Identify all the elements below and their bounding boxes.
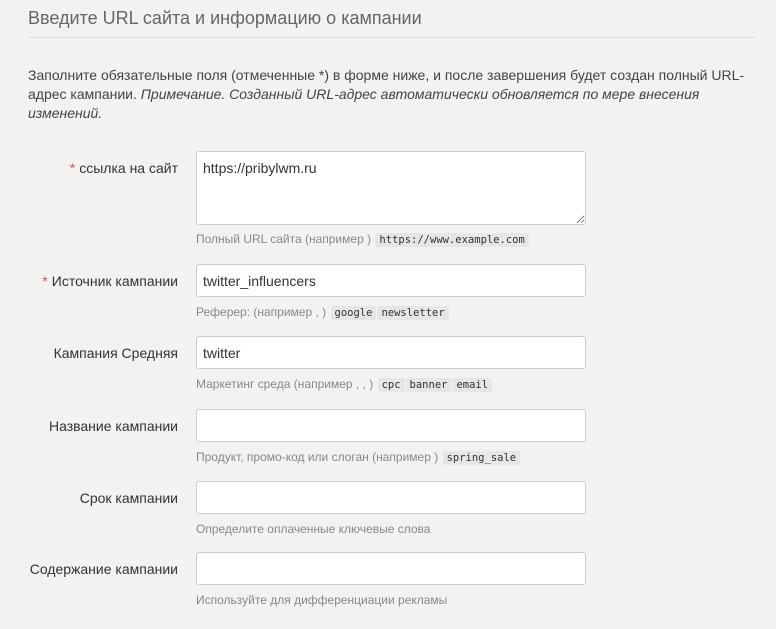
- website-url-help: Полный URL сайта (например ) https://www.example.com: [196, 231, 529, 248]
- section-title: Введите URL сайта и информацию о кампании: [28, 8, 422, 28]
- website-url-input[interactable]: [196, 151, 586, 225]
- campaign-medium-help: Маркетинг среда (например , , ) cpc banner email: [196, 376, 492, 393]
- campaign-source-label: * Источник кампании: [42, 273, 178, 289]
- campaign-content-help: Используйте для дифференциации рекламы: [196, 593, 448, 607]
- example-code: email: [452, 378, 492, 392]
- campaign-term-label: Срок кампании: [79, 490, 178, 506]
- campaign-term-help: Определите оплаченные ключевые слова: [196, 522, 431, 536]
- example-code: banner: [406, 378, 452, 392]
- intro-note: Примечание. Созданный URL-адрес автоматически обновляется по мере внесения изменений.: [28, 86, 700, 121]
- campaign-source-help: Реферер: (например , ) google newsletter: [196, 304, 449, 321]
- campaign-content-input[interactable]: [196, 552, 586, 585]
- example-code: newsletter: [377, 306, 448, 320]
- required-marker: *: [69, 160, 76, 176]
- campaign-medium-input[interactable]: [196, 336, 586, 369]
- website-url-label: * ссылка на сайт: [69, 160, 178, 176]
- campaign-term-input[interactable]: [196, 481, 586, 514]
- campaign-name-input[interactable]: [196, 409, 586, 442]
- campaign-source-input[interactable]: [196, 264, 586, 297]
- campaign-name-help: Продукт, промо-код или слоган (например ) spring_sale: [196, 449, 520, 466]
- example-code: google: [331, 306, 377, 320]
- campaign-content-label: Содержание кампании: [29, 561, 178, 577]
- campaign-medium-label: Кампания Средняя: [53, 345, 178, 361]
- divider: [28, 37, 756, 38]
- intro-main: Заполните обязательные поля (отмеченные *) в форме ниже, и после завершения будет создан полный URL-адрес кампании.: [28, 67, 745, 102]
- campaign-name-label: Название кампании: [48, 418, 178, 434]
- required-marker: *: [42, 273, 48, 289]
- example-code: cpc: [378, 378, 405, 392]
- example-code: spring_sale: [443, 451, 521, 465]
- intro-text: [28, 66, 758, 123]
- example-code: https://www.example.com: [375, 233, 528, 247]
